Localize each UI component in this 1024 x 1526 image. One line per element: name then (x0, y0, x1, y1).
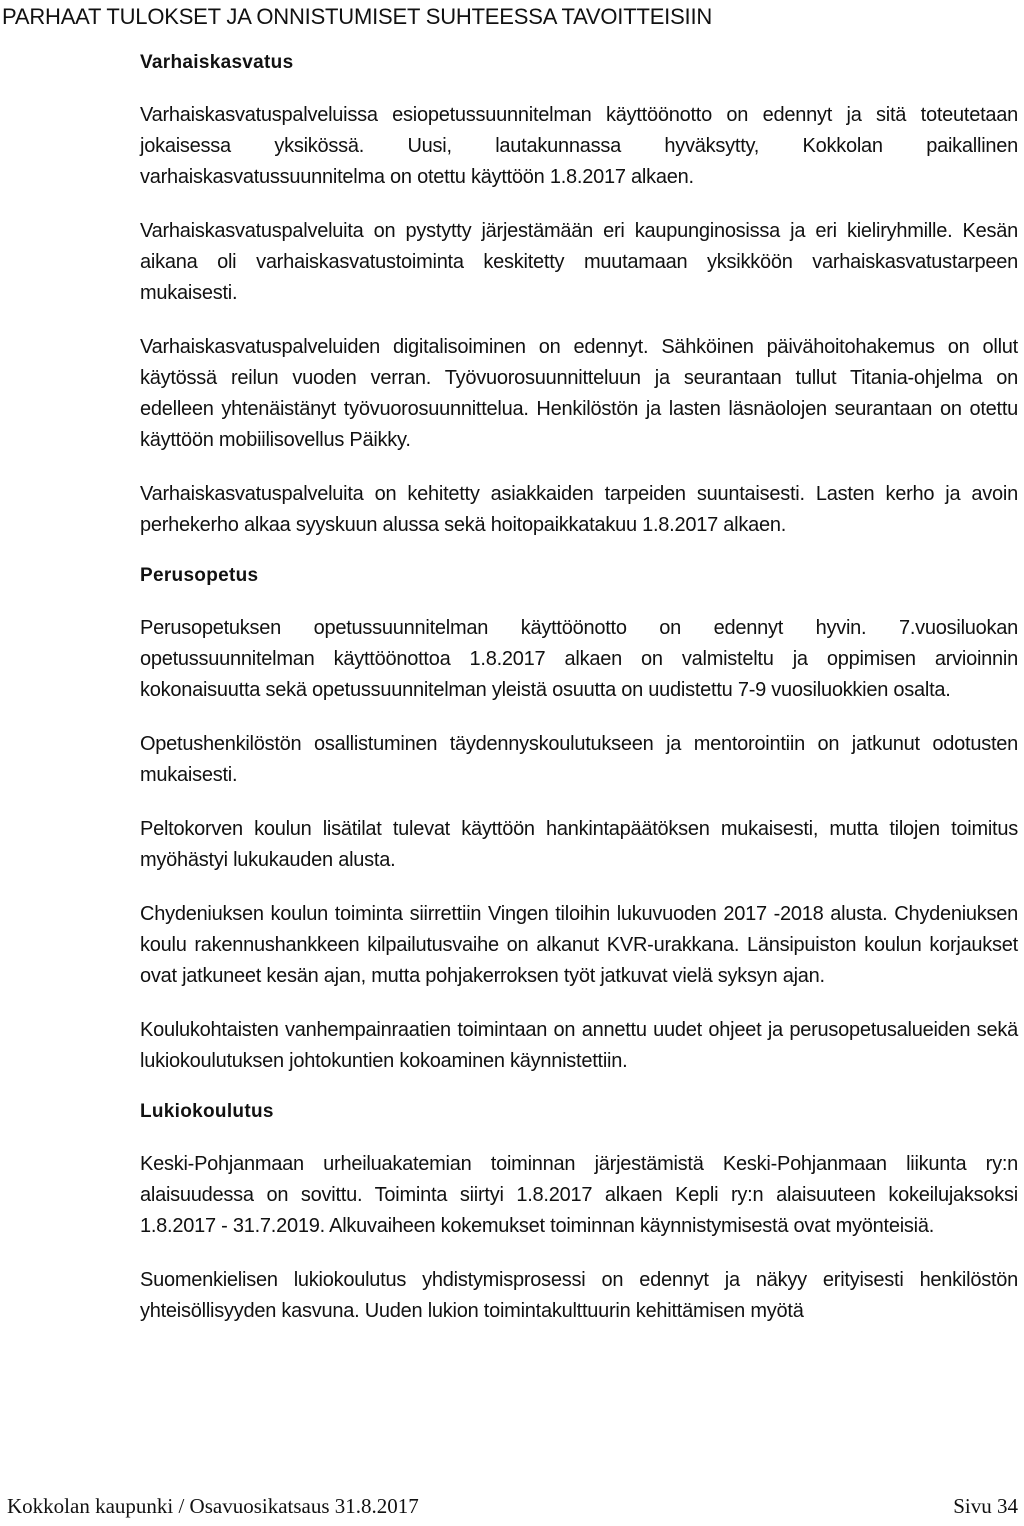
paragraph: Varhaiskasvatuspalveluita on kehitetty asiakkaiden tarpeiden suuntaisesti. Lasten kerho ja avoin perhekerho alkaa syyskuun alussa sekä hoitopaikkatakuu 1.8.2017 alkaen. (140, 483, 1018, 536)
page-heading: PARHAAT TULOKSET JA ONNISTUMISET SUHTEESSA TAVOITTEISIIN (2, 4, 713, 29)
paragraph: Koulukohtaisten vanhempainraatien toimintaan on annettu uudet ohjeet ja perusopetusalueiden sekä lukiokoulutuksen johtokuntien kokoaminen käynnistettiin. (140, 1019, 1018, 1072)
paragraph: Opetushenkilöstön osallistuminen täydennyskoulutukseen ja mentorointiin on jatkunut odotusten mukaisesti. (140, 733, 1018, 786)
paragraph: Varhaiskasvatuspalveluissa esiopetussuunnitelman käyttöönotto on edennyt ja sitä toteutetaan jokaisessa yksikössä. Uusi, lautakunnassa hyväksytty, Kokkolan paikallinen varhaiskasvatussuunnitelma on otettu käyttöön 1.8.2017 alkaen. (140, 104, 1018, 188)
section-title: Lukiokoulutus (140, 1101, 274, 1122)
section-title: Varhaiskasvatus (140, 52, 294, 73)
document-body (140, 51, 1018, 1350)
section-lukiokoulutus (140, 1100, 1018, 1327)
page-footer (7, 1494, 1018, 1519)
page-number: Sivu 34 (953, 1494, 1018, 1518)
paragraph: Varhaiskasvatuspalveluita on pystytty järjestämään eri kaupunginosissa ja eri kieliryhmille. Kesän aikana oli varhaiskasvatustoiminta keskitetty muutamaan yksikköön varhaiskasvatustarpeen mukaisesti. (140, 220, 1018, 304)
section-varhaiskasvatus (140, 51, 1018, 541)
footer-publication: Kokkolan kaupunki / Osavuosikatsaus 31.8.2017 (7, 1494, 419, 1518)
paragraph: Varhaiskasvatuspalveluiden digitalisoiminen on edennyt. Sähköinen päivähoitohakemus on ollut käytössä reilun vuoden verran. Työvuorosuunnitteluun ja seurantaan tullut Titania-ohjelma on edelleen yhtenäistänyt työvuorosuunnittelua. Henkilöstön ja lasten läsnäolojen seurantaan on otettu käyttöön mobiilisovellus Päikky. (140, 336, 1018, 451)
paragraph: Perusopetuksen opetussuunnitelman käyttöönotto on edennyt hyvin. 7.vuosiluokan opetussuunnitelman käyttöönottoa 1.8.2017 alkaen on valmisteltu ja oppimisen arvioinnin kokonaisuutta sekä opetussuunnitelman yleistä osuutta on uudistettu 7-9 vuosiluokkien osalta. (140, 617, 1018, 701)
paragraph: Peltokorven koulun lisätilat tulevat käyttöön hankintapäätöksen mukaisesti, mutta tilojen toimitus myöhästyi lukukauden alusta. (140, 818, 1018, 871)
paragraph: Suomenkielisen lukiokoulutus yhdistymisprosessi on edennyt ja näkyy erityisesti henkilöstön yhteisöllisyyden kasvuna. Uuden lukion toimintakulttuurin kehittämisen myötä (140, 1269, 1018, 1322)
section-perusopetus (140, 564, 1018, 1077)
section-title: Perusopetus (140, 565, 259, 586)
paragraph: Chydeniuksen koulun toiminta siirrettiin Vingen tiloihin lukuvuoden 2017 -2018 alusta. Chydeniuksen koulu rakennushankkeen kilpailutusvaihe on alkanut KVR-urakkana. Länsipuiston koulun korjaukset ovat jatkuneet kesän ajan, mutta pohjakerroksen työt jatkuvat vielä syksyn ajan. (140, 903, 1018, 987)
paragraph: Keski-Pohjanmaan urheiluakatemian toiminnan järjestämistä Keski-Pohjanmaan liikunta ry:n alaisuudessa on sovittu. Toiminta siirtyi 1.8.2017 alkaen Kepli ry:n alaisuuteen kokeilujaksoksi 1.8.2017 - 31.7.2019. Alkuvaiheen kokemukset toiminnan käynnistymisestä ovat myönteisiä. (140, 1153, 1018, 1237)
